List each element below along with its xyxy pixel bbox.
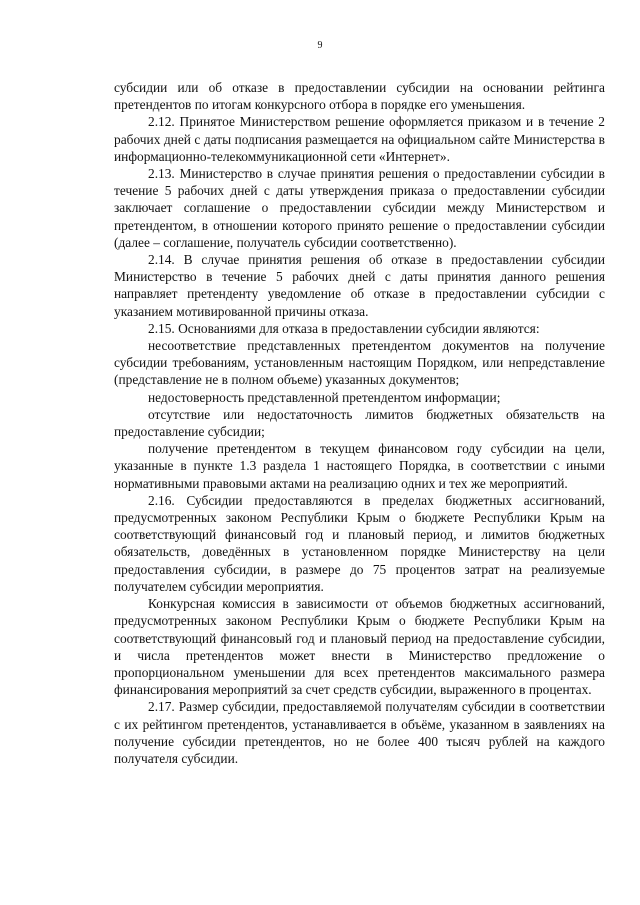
paragraph-2-15: 2.15. Основаниями для отказа в предоставлении субсидии являются: <box>148 320 540 336</box>
paragraph-2-17: 2.17. Размер субсидии, предоставляемой получателям субсидии в соответствии с их рейтингом претендентов, устанавливается в объёме, указанном в заявлениях на получение субсидии претендентов, но не более 400 тысяч рублей на каждого получателя субсидии. <box>114 699 605 766</box>
refusal-ground-2: недостоверность представленной претендентом информации; <box>148 389 501 405</box>
refusal-ground-1: несоответствие представленных претендентом документов на получение субсидии требованиям, установленным настоящим Порядком, или непредставление (представление не в полном объеме) указанных документов; <box>114 338 605 388</box>
paragraph-commission: Конкурсная комиссия в зависимости от объемов бюджетных ассигнований, предусмотренных законом Республики Крым о бюджете Республики Крым на соответствующий финансовый год и плановый период на предоставление субсидии, и числа претендентов может внести в Министерство предложение о пропорциональном уменьшении для всех претендентов максимального размера финансирования мероприятий за счет средств субсидии, выраженного в процентах. <box>114 596 605 698</box>
paragraph-2-16: 2.16. Субсидии предоставляются в пределах бюджетных ассигнований, предусмотренных законом Республики Крым о бюджете Республики Крым на соответствующий финансовый год и плановый период, и лимитов бюджетных обязательств, доведённых в установленном порядке Министерству на цели предоставления субсидии, в размере до 75 процентов затрат на реализуемые получателем субсидии мероприятия. <box>114 492 605 594</box>
page-number: 9 <box>317 40 323 51</box>
document-body <box>114 79 605 767</box>
paragraph-2-13: 2.13. Министерство в случае принятия решения о предоставлении субсидии в течение 5 рабочих дней с даты утверждения приказа о предоставлении субсидии заключает соглашение о предоставлении субсидии между Министерством и претендентом, в отношении которого принято решение о предоставлении субсидии (далее – соглашение, получатель субсидии соответственно). <box>114 166 605 250</box>
paragraph-continuation: субсидии или об отказе в предоставлении субсидии на основании рейтинга претендентов по итогам конкурсного отбора в порядке его уменьшения. <box>114 80 605 113</box>
refusal-ground-3: отсутствие или недостаточность лимитов бюджетных обязательств на предоставление субсидии; <box>114 406 605 440</box>
refusal-ground-4: получение претендентом в текущем финансовом году субсидии на цели, указанные в пункте 1.3 раздела 1 настоящего Порядка, в соответствии с иными нормативными правовыми актами на реализацию одних и тех же мероприятий. <box>114 441 605 491</box>
paragraph-2-12: 2.12. Принятое Министерством решение оформляется приказом и в течение 2 рабочих дней с даты подписания размещается на официальном сайте Министерства в информационно-телекоммуникационной сети «Интернет». <box>114 114 605 164</box>
paragraph-2-14: 2.14. В случае принятия решения об отказе в предоставлении субсидии Министерство в течение 5 рабочих дней с даты принятия данного решения направляет претенденту уведомление об отказе в предоставлении субсидии с указанием мотивированной причины отказа. <box>114 252 605 319</box>
